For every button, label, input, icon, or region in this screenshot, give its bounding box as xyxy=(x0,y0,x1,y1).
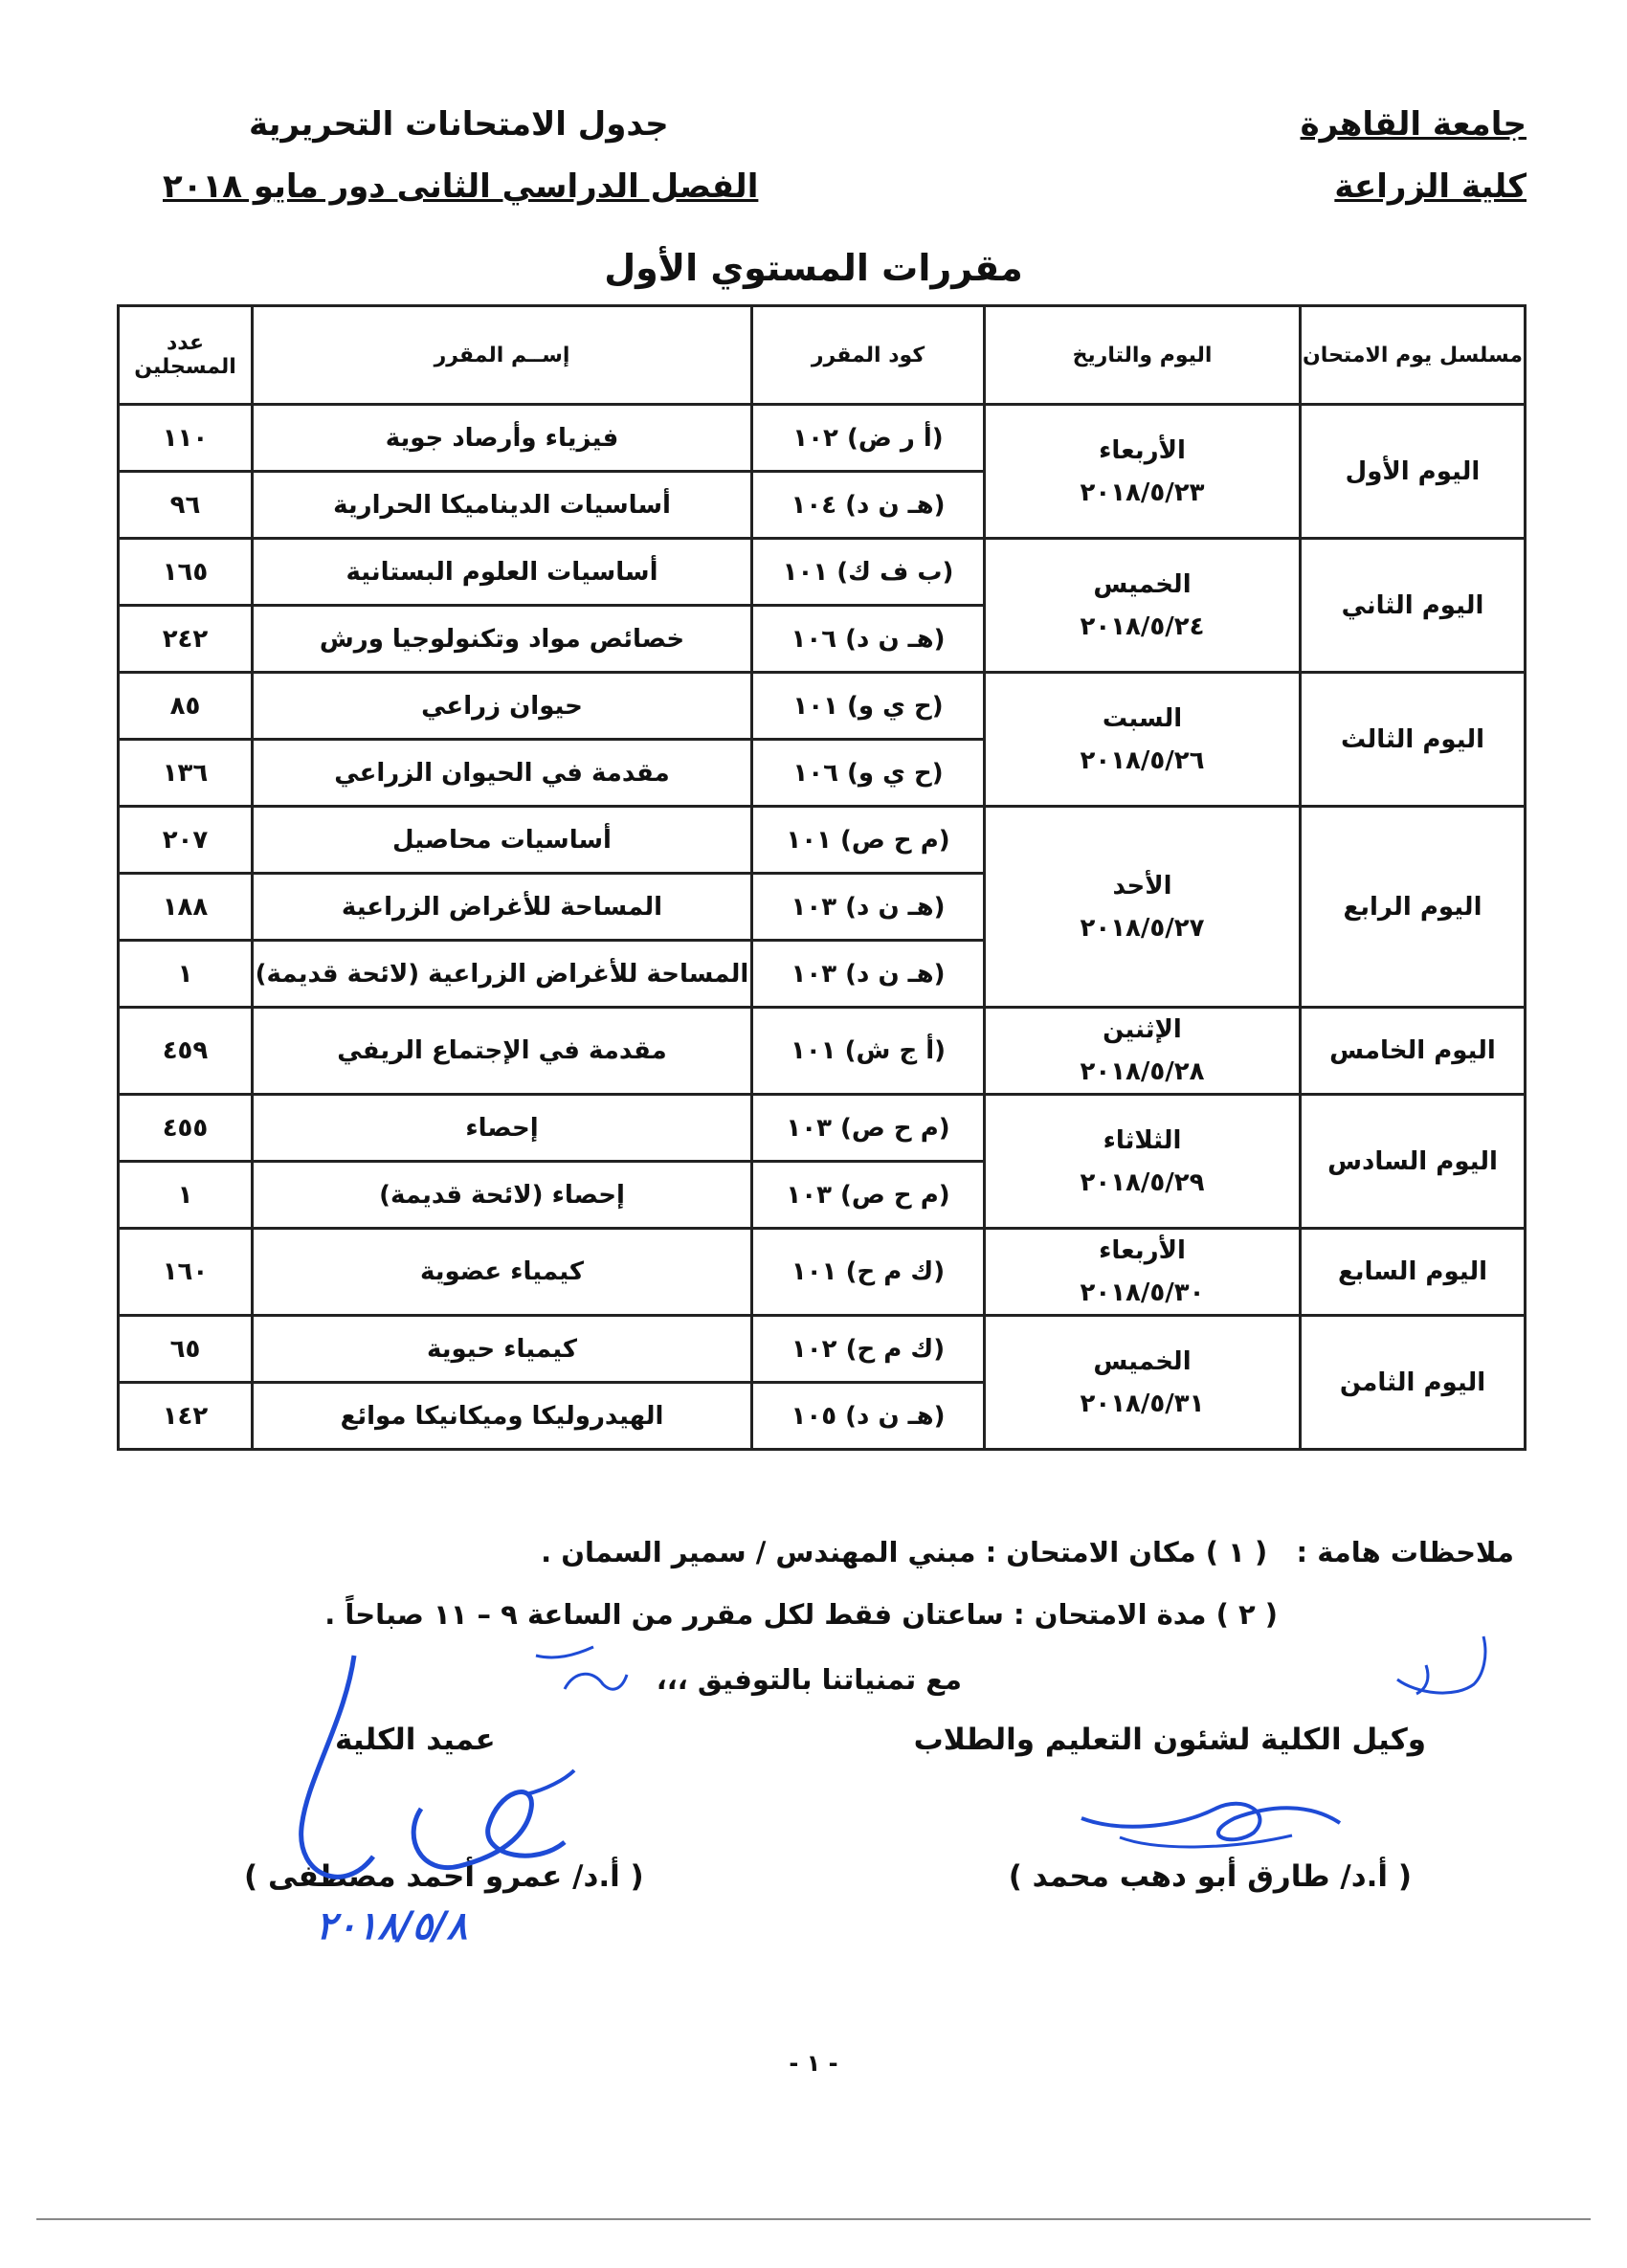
exam-date-cell xyxy=(985,1095,1301,1229)
col-count xyxy=(119,306,253,405)
exam-date: ٢٠١٨/٥/٢٤ xyxy=(1080,611,1205,641)
course-name: كيمياء عضوية xyxy=(253,1229,752,1316)
registered-count: ١٤٢ xyxy=(119,1383,253,1450)
small-initials-mark xyxy=(555,1651,641,1708)
course-name: مقدمة في الحيوان الزراعي xyxy=(253,740,752,807)
initials-mark xyxy=(1359,1627,1560,1713)
dean-title: عميد الكلية xyxy=(335,1723,496,1757)
exam-date: ٢٠١٨/٥/٢٩ xyxy=(1080,1167,1205,1197)
document-title: جدول الامتحانات التحريرية xyxy=(249,105,669,144)
weekday: الخميس xyxy=(1093,1346,1192,1376)
course-name: مقدمة في الإجتماع الريفي xyxy=(253,1008,752,1095)
bottom-divider xyxy=(36,2218,1591,2220)
registered-count: ١٦٥ xyxy=(119,539,253,606)
exam-schedule-table xyxy=(117,304,1527,1451)
course-name: إحصاء xyxy=(253,1095,752,1162)
col-name: إســم المقرر xyxy=(253,306,752,405)
note-1 xyxy=(541,1536,1514,1568)
exam-date-cell xyxy=(985,807,1301,1008)
registered-count: ٢٤٢ xyxy=(119,606,253,673)
exam-day: اليوم الثامن xyxy=(1301,1316,1526,1450)
registered-count: ١٦٠ xyxy=(119,1229,253,1316)
table-row xyxy=(119,807,1526,874)
course-code: (أ ج ش) ١٠١ xyxy=(752,1008,985,1095)
weekday: الأربعاء xyxy=(1099,435,1186,465)
table-row xyxy=(119,1229,1526,1316)
course-name: أساسيات العلوم البستانية xyxy=(253,539,752,606)
table-header-row xyxy=(119,306,1526,405)
closing-wish: مع تمنياتنا بالتوفيق ،،، xyxy=(656,1663,962,1696)
weekday: السبت xyxy=(1102,703,1183,733)
registered-count: ١٨٨ xyxy=(119,874,253,941)
course-code: (هـ ن د) ١٠٣ xyxy=(752,874,985,941)
registered-count: ٦٥ xyxy=(119,1316,253,1383)
table-row xyxy=(119,673,1526,740)
exam-day: اليوم الأول xyxy=(1301,405,1526,539)
registered-count: ١١٠ xyxy=(119,405,253,472)
table-row xyxy=(119,1316,1526,1383)
col-code: كود المقرر xyxy=(752,306,985,405)
handwritten-date: ٢٠١٨/٥/٨ xyxy=(316,1904,468,1948)
course-code: (هـ ن د) ١٠٣ xyxy=(752,941,985,1008)
registered-count: ١ xyxy=(119,941,253,1008)
page-number: - ١ - xyxy=(789,2050,838,2077)
exam-date-cell xyxy=(985,405,1301,539)
note-1-text: ( ١ ) مكان الامتحان : مبني المهندس / سمير السمان . xyxy=(541,1536,1268,1568)
weekday: الأحد xyxy=(1112,871,1172,901)
dean-name: ( أ.د/ عمرو أحمد مصطفى ) xyxy=(244,1859,644,1894)
exam-day: اليوم الثاني xyxy=(1301,539,1526,673)
course-name: أساسيات محاصيل xyxy=(253,807,752,874)
exam-day: اليوم السادس xyxy=(1301,1095,1526,1229)
table-row xyxy=(119,1095,1526,1162)
course-name: الهيدروليكا وميكانيكا موائع xyxy=(253,1383,752,1450)
weekday: الأربعاء xyxy=(1099,1236,1186,1265)
course-code: (م ح ص) ١٠٣ xyxy=(752,1162,985,1229)
course-name: أساسيات الديناميكا الحرارية xyxy=(253,472,752,539)
faculty-name: كلية الزراعة xyxy=(1334,167,1527,206)
course-name: كيمياء حيوية xyxy=(253,1316,752,1383)
registered-count: ٩٦ xyxy=(119,472,253,539)
course-code: (ك م ح) ١٠١ xyxy=(752,1229,985,1316)
vice-dean-name: ( أ.د/ طارق أبو دهب محمد ) xyxy=(1008,1859,1412,1894)
exam-day: اليوم الخامس xyxy=(1301,1008,1526,1095)
term-subtitle: الفصل الدراسي الثانى دور مايو ٢٠١٨ xyxy=(163,167,759,206)
vice-dean-signature xyxy=(1062,1780,1369,1857)
col-day-no: مسلسل يوم الامتحان xyxy=(1301,306,1526,405)
exam-date-cell xyxy=(985,1316,1301,1450)
weekday: الإثنين xyxy=(1103,1015,1182,1044)
exam-date-cell xyxy=(985,539,1301,673)
exam-date-cell xyxy=(985,673,1301,807)
course-code: (أ ر ض) ١٠٢ xyxy=(752,405,985,472)
exam-date: ٢٠١٨/٥/٣١ xyxy=(1080,1389,1205,1418)
table-row xyxy=(119,539,1526,606)
exam-date: ٢٠١٨/٥/٢٨ xyxy=(1080,1057,1205,1086)
course-name: المساحة للأغراض الزراعية (لائحة قديمة) xyxy=(253,941,752,1008)
exam-date-cell xyxy=(985,1008,1301,1095)
exam-date-cell xyxy=(985,1229,1301,1316)
course-name: فيزياء وأرصاد جوية xyxy=(253,405,752,472)
course-code: (ك م ح) ١٠٢ xyxy=(752,1316,985,1383)
course-name: حيوان زراعي xyxy=(253,673,752,740)
exam-date: ٢٠١٨/٥/٢٦ xyxy=(1080,745,1205,775)
weekday: الثلاثاء xyxy=(1103,1125,1182,1155)
exam-day: اليوم الثالث xyxy=(1301,673,1526,807)
col-date: اليوم والتاريخ xyxy=(985,306,1301,405)
registered-count: ٨٥ xyxy=(119,673,253,740)
level-title: مقررات المستوي الأول xyxy=(604,247,1023,289)
course-name: خصائص مواد وتكنولوجيا ورش xyxy=(253,606,752,673)
university-name: جامعة القاهرة xyxy=(1300,105,1527,144)
registered-count: ٤٥٥ xyxy=(119,1095,253,1162)
exam-date: ٢٠١٨/٥/٢٧ xyxy=(1080,913,1205,943)
registered-count: ٤٥٩ xyxy=(119,1008,253,1095)
table-row xyxy=(119,405,1526,472)
exam-date: ٢٠١٨/٥/٣٠ xyxy=(1080,1279,1205,1307)
course-name: المساحة للأغراض الزراعية xyxy=(253,874,752,941)
course-code: (م ح ص) ١٠١ xyxy=(752,807,985,874)
course-code: (هـ ن د) ١٠٤ xyxy=(752,472,985,539)
vice-dean-title: وكيل الكلية لشئون التعليم والطلاب xyxy=(913,1723,1426,1757)
course-code: (هـ ن د) ١٠٦ xyxy=(752,606,985,673)
notes-label: ملاحظات هامة : xyxy=(1296,1536,1514,1568)
registered-count: ١٣٦ xyxy=(119,740,253,807)
col-count-line1: عدد xyxy=(166,331,205,355)
course-name: إحصاء (لائحة قديمة) xyxy=(253,1162,752,1229)
exam-day: اليوم الرابع xyxy=(1301,807,1526,1008)
course-code: (ح ي و) ١٠٦ xyxy=(752,740,985,807)
course-code: (ح ي و) ١٠١ xyxy=(752,673,985,740)
col-count-line2: المسجلين xyxy=(134,355,236,379)
registered-count: ١ xyxy=(119,1162,253,1229)
course-code: (م ح ص) ١٠٣ xyxy=(752,1095,985,1162)
note-2: ( ٢ ) مدة الامتحان : ساعتان فقط لكل مقرر من الساعة ٩ – ١١ صباحاً . xyxy=(324,1598,1278,1631)
exam-day: اليوم السابع xyxy=(1301,1229,1526,1316)
table-row xyxy=(119,1008,1526,1095)
course-code: (هـ ن د) ١٠٥ xyxy=(752,1383,985,1450)
registered-count: ٢٠٧ xyxy=(119,807,253,874)
exam-date: ٢٠١٨/٥/٢٣ xyxy=(1080,478,1205,507)
course-code: (ب ف ك) ١٠١ xyxy=(752,539,985,606)
weekday: الخميس xyxy=(1093,569,1192,599)
